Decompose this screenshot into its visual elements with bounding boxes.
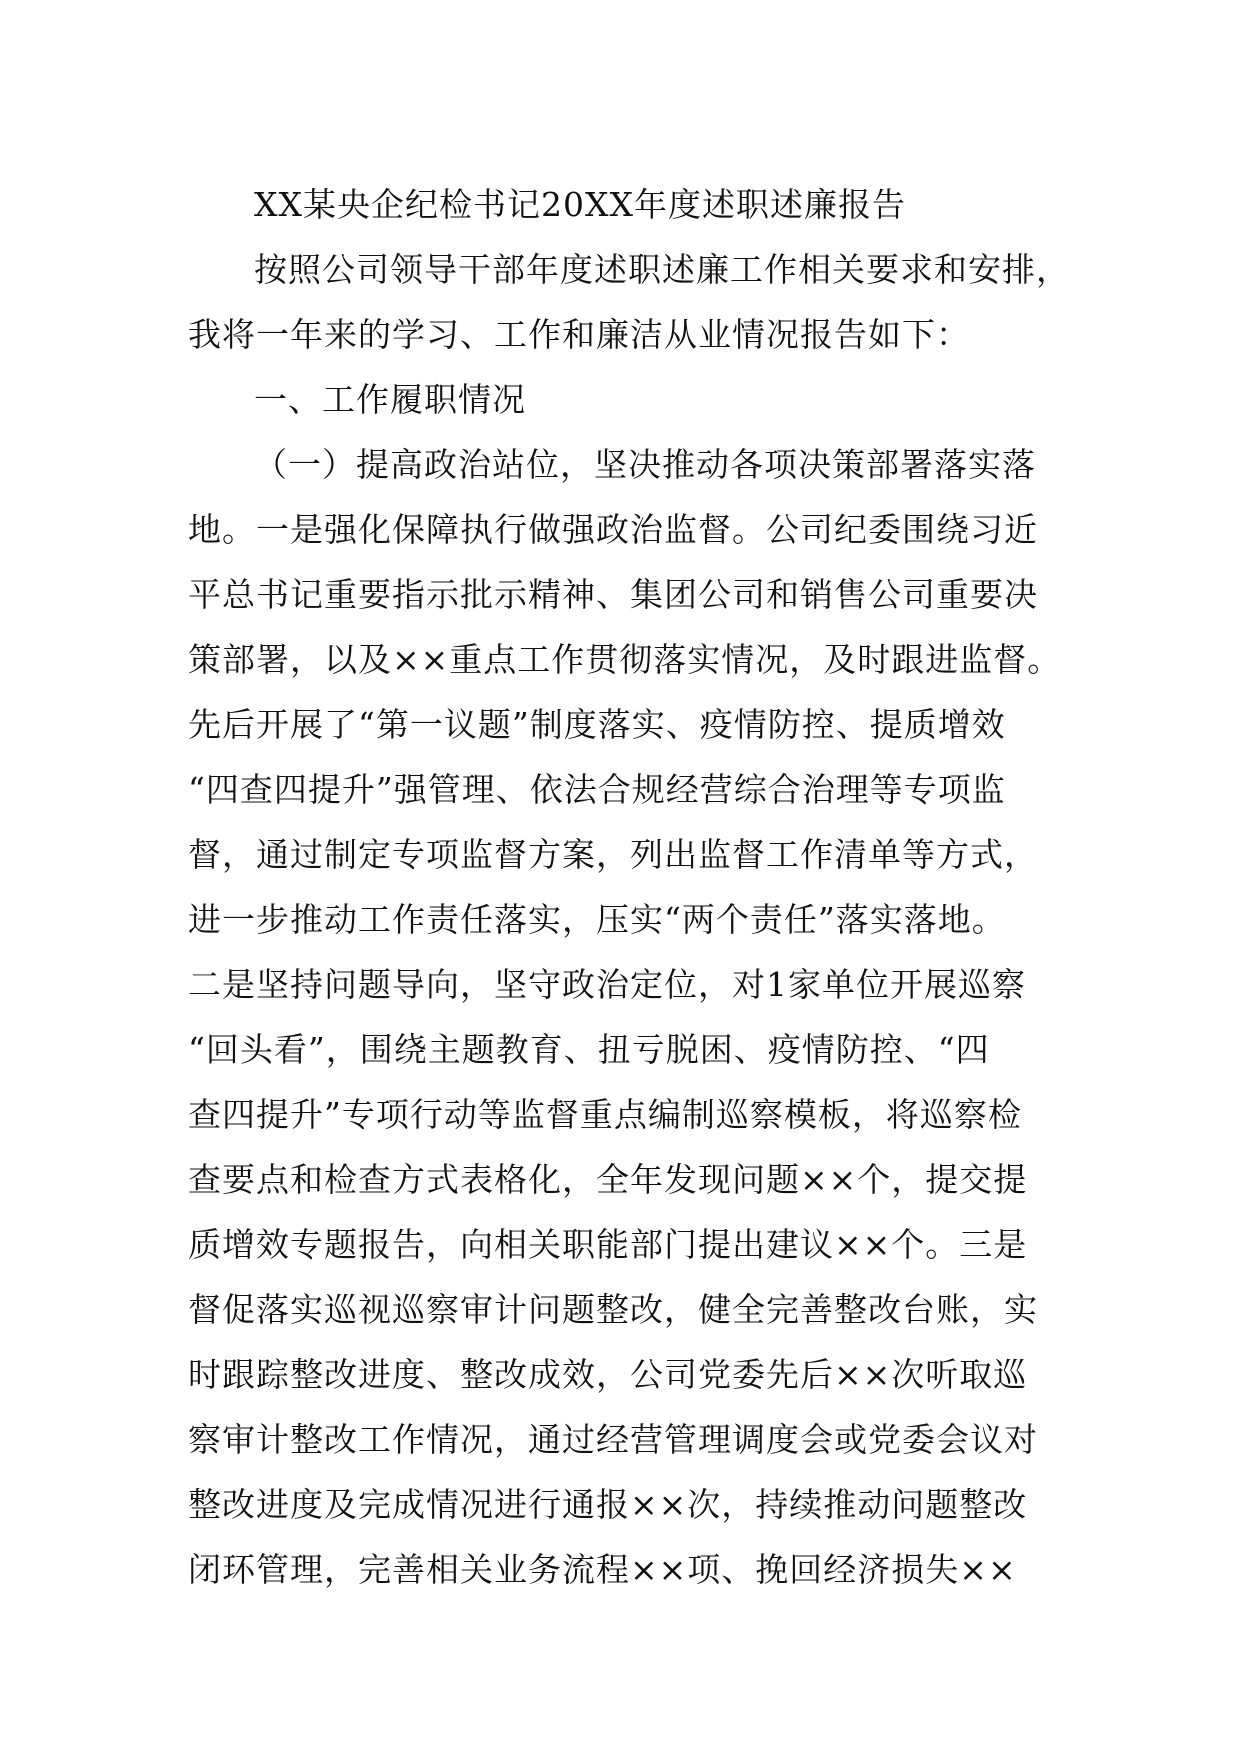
- paragraph-line: 查四提升”专项行动等监督重点编制巡察模板，将巡察检: [188, 1095, 1022, 1134]
- document-title: XX某央企纪检书记20XX年度述职述廉报告: [254, 185, 906, 224]
- paragraph-line: 按照公司领导干部年度述职述廉工作相关要求和安排，: [254, 250, 1070, 289]
- paragraph-line: 进一步推动工作责任落实，压实“两个责任”落实落地。: [188, 900, 1006, 939]
- paragraph-line: 督，通过制定专项监督方案，列出监督工作清单等方式，: [188, 835, 1038, 874]
- paragraph-line: 查要点和检查方式表格化，全年发现问题××个，提交提: [188, 1160, 1028, 1199]
- section-heading: 一、工作履职情况: [254, 380, 526, 419]
- paragraph-line: 二是坚持问题导向，坚守政治定位，对1家单位开展巡察: [188, 965, 1026, 1004]
- document-body: [188, 172, 1088, 1602]
- paragraph-line: 我将一年来的学习、工作和廉洁从业情况报告如下：: [188, 315, 970, 354]
- paragraph-line: 闭环管理，完善相关业务流程××项、挽回经济损失××: [188, 1550, 1017, 1589]
- paragraph-line: 平总书记重要指示批示精神、集团公司和销售公司重要决: [188, 575, 1038, 614]
- paragraph-line: （一）提高政治站位，坚决推动各项决策部署落实落: [254, 445, 1036, 484]
- paragraph-line: “回头看”，围绕主题教育、扭亏脱困、疫情防控、“四: [188, 1030, 990, 1069]
- paragraph-line: “四查四提升”强管理、依法合规经营综合治理等专项监: [188, 770, 1006, 809]
- paragraph-line: 地。一是强化保障执行做强政治监督。公司纪委围绕习近: [188, 510, 1038, 549]
- paragraph-line: 督促落实巡视巡察审计问题整改，健全完善整改台账，实: [188, 1290, 1038, 1329]
- paragraph-line: 策部署，以及××重点工作贯彻落实情况，及时跟进监督。: [188, 640, 1062, 679]
- paragraph-line: 先后开展了“第一议题”制度落实、疫情防控、提质增效: [188, 705, 1006, 744]
- paragraph-line: 整改进度及完成情况进行通报××次，持续推动问题整改: [188, 1485, 1028, 1524]
- paragraph-line: 时跟踪整改进度、整改成效，公司党委先后××次听取巡: [188, 1355, 1028, 1394]
- paragraph-line: 质增效专题报告，向相关职能部门提出建议××个。三是: [188, 1225, 1028, 1264]
- paragraph-line: 察审计整改工作情况，通过经营管理调度会或党委会议对: [188, 1420, 1038, 1459]
